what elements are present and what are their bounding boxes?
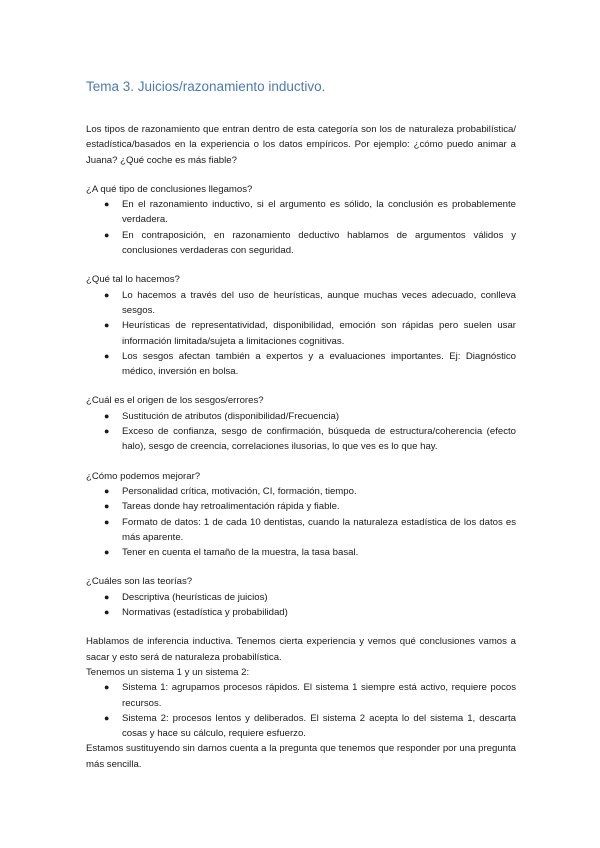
bullet-icon: ●	[104, 289, 110, 300]
bullet-icon: ●	[104, 410, 110, 421]
section-teorias	[86, 574, 516, 620]
bullet-icon: ●	[104, 682, 110, 693]
bullet-list	[86, 680, 516, 741]
section-conclusiones	[86, 182, 516, 258]
closing-paragraph: Estamos sustituyendo sin darnos cuenta a la pregunta que tenemos que responder por una pregunta más sencilla.	[86, 743, 516, 770]
section-que-tal	[86, 272, 516, 379]
section-origen-sesgos	[86, 393, 516, 454]
list-item: ● Sistema 1: agrupamos procesos rápidos. El sistema 1 siempre está activo, requiere pocos recursos.	[104, 682, 516, 709]
section-mejorar	[86, 469, 516, 561]
bullet-list	[86, 484, 516, 560]
list-item: ● Los sesgos afectan también a expertos y a evaluaciones importantes. Ej: Diagnóstico médico, inversión en bolsa.	[104, 350, 516, 378]
bullet-icon: ●	[104, 320, 110, 331]
bullet-icon: ●	[104, 591, 110, 602]
bullet-icon: ●	[104, 501, 110, 512]
bullet-icon: ●	[104, 712, 110, 723]
bullet-icon: ●	[104, 199, 110, 210]
section-heading: ¿Cómo podemos mejorar?	[86, 470, 201, 482]
document-page	[86, 78, 516, 772]
intro-paragraph: Los tipos de razonamiento que entran dentro de esta categoría son los de naturaleza probabilística/ estadística/basados en la experiencia o los datos empíricos. Por ejemplo: ¿cómo puedo animar a Juana? ¿Qué coche es más fiable?	[86, 124, 516, 166]
list-item: ● Sustitución de atributos (disponibilidad/Frecuencia)	[86, 409, 516, 424]
list-item: ● Tener en cuenta el tamaño de la muestra, la tasa basal.	[86, 545, 516, 560]
section-heading: ¿Cuál es el origen de los sesgos/errores?	[86, 395, 264, 407]
bullet-icon: ●	[104, 547, 110, 558]
bullet-icon: ●	[104, 607, 110, 618]
list-item: ● En contraposición, en razonamiento deductivo hablamos de argumentos válidos y conclusiones verdaderas con seguridad.	[104, 229, 516, 257]
section-heading: ¿Cuáles son las teorías?	[86, 576, 193, 588]
list-item: ● Descriptiva (heurísticas de juicios)	[86, 590, 516, 605]
list-item: ● Heurísticas de representatividad, disponibilidad, emoción son rápidas pero suelen usar información limitada/sujeta a limitaciones cognitivas.	[104, 320, 516, 347]
closing-block	[86, 634, 516, 772]
list-item: ● Lo hacemos a través del uso de heurísticas, aunque muchas veces adecuado, conlleva sesgos.	[104, 289, 516, 316]
bullet-list	[86, 590, 516, 621]
list-item: ● Tareas donde hay retroalimentación rápida y fiable.	[86, 499, 516, 514]
closing-paragraph: Tenemos un sistema 1 y un sistema 2:	[86, 666, 250, 678]
bullet-list	[86, 409, 516, 455]
list-item: ● Normativas (estadística y probabilidad)	[86, 605, 516, 620]
page-title: Tema 3. Juicios/razonamiento inductivo.	[86, 79, 326, 94]
bullet-icon: ●	[104, 426, 110, 437]
section-heading: ¿A qué tipo de conclusiones llegamos?	[86, 183, 253, 195]
bullet-icon: ●	[104, 229, 110, 240]
sections	[86, 182, 516, 620]
list-item: ● Sistema 2: procesos lentos y deliberados. El sistema 2 acepta lo del sistema 1, descarta cosas y hace su cálculo, requiere esfuerzo.	[104, 712, 516, 740]
list-item: ● Exceso de confianza, sesgo de confirmación, búsqueda de estructura/coherencia (efecto halo), sesgo de creencia, correlaciones ilusorias, lo que ves es lo que hay.	[104, 426, 516, 453]
bullet-list	[86, 197, 516, 258]
bullet-list	[86, 288, 516, 380]
bullet-icon: ●	[104, 516, 110, 527]
bullet-icon: ●	[104, 350, 110, 361]
list-item: ● Formato de datos: 1 de cada 10 dentistas, cuando la naturaleza estadística de los datos es más aparente.	[104, 516, 516, 543]
bullet-icon: ●	[104, 485, 110, 496]
list-item: ● Personalidad crítica, motivación, CI, formación, tiempo.	[86, 484, 516, 499]
closing-paragraph: Hablamos de inferencia inductiva. Tenemos cierta experiencia y vemos qué conclusiones vamos a sacar y esto será de naturaleza probabilística.	[86, 636, 516, 663]
section-heading: ¿Qué tal lo hacemos?	[86, 274, 180, 286]
list-item: ● En el razonamiento inductivo, si el argumento es sólido, la conclusión es probablemente verdadera.	[104, 199, 516, 226]
